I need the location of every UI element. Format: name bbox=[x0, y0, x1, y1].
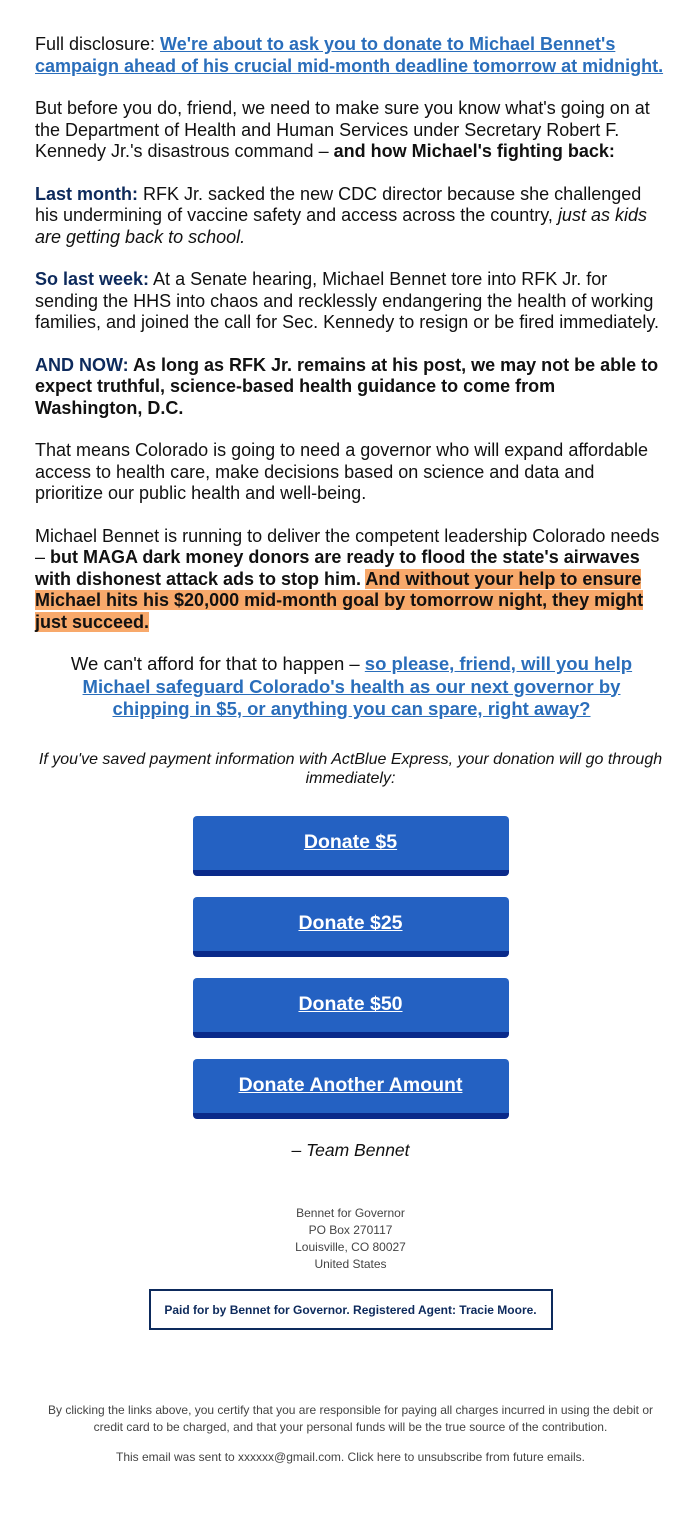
donate-50-button[interactable]: Donate $50 bbox=[193, 978, 509, 1038]
colorado-paragraph bbox=[35, 440, 666, 505]
donate-buttons bbox=[35, 816, 666, 1140]
and-now-label: AND NOW: bbox=[35, 354, 129, 375]
and-now-paragraph bbox=[35, 355, 666, 420]
last-month-italic: just as kids are getting back to school. bbox=[35, 205, 647, 247]
cta-paragraph bbox=[55, 653, 648, 721]
cta-lead: We can't afford for that to happen – bbox=[70, 653, 365, 674]
intro-donate-link[interactable]: We're about to ask you to donate to Michael Bennet's campaign ahead of his crucial mid-month deadline tomorrow at midnight. bbox=[35, 34, 664, 76]
last-month-paragraph bbox=[35, 184, 666, 249]
donate-25-button[interactable]: Donate $25 bbox=[193, 897, 509, 957]
running-bold: but MAGA dark money donors are ready to flood the state's airwaves with dishonest attack ads to stop him. bbox=[35, 547, 640, 589]
mailing-address bbox=[35, 1205, 666, 1273]
and-now-bold: As long as RFK Jr. remains at his post, we may not be able to expect truthful, science-based health guidance to come from Washington, D.C. bbox=[35, 354, 659, 418]
hhs-text: But before you do, friend, we need to make sure you know what's going on at the Department of Health and Human Services under Secretary Robert F. Kennedy Jr.'s disastrous command – bbox=[35, 98, 650, 161]
goal-highlight: And without your help to ensure Michael hits his $20,000 mid-month goal by tomorrow night, they might just succeed. bbox=[35, 568, 644, 632]
running-text: Michael Bennet is running to deliver the competent leadership Colorado needs – bbox=[35, 525, 660, 567]
cta-donate-link[interactable]: so please, friend, will you help Michael safeguard Colorado's health as our next governor by chipping in $5, or anything you can spare, right away? bbox=[82, 653, 633, 719]
address-city: Louisville, CO 80027 bbox=[295, 1240, 406, 1254]
last-week-text: At a Senate hearing, Michael Bennet tore into RFK Jr. for sending the HHS into chaos and recklessly endangering the health of working families, and joined the call for Sec. Kennedy to resign or be fired immediately. bbox=[35, 269, 659, 332]
address-org: Bennet for Governor bbox=[296, 1206, 405, 1220]
address-country: United States bbox=[314, 1257, 387, 1271]
unsubscribe-notice[interactable]: This email was sent to xxxxxx@gmail.com. Click here to unsubscribe from future emails. bbox=[115, 1450, 585, 1464]
last-month-text: RFK Jr. sacked the new CDC director because she challenged his undermining of vaccine safety and access across the country, bbox=[35, 183, 642, 225]
intro-paragraph bbox=[35, 34, 666, 77]
colorado-text: That means Colorado is going to need a governor who will expand affordable access to health care, make decisions based on science and data and prioritize our public health and well-being. bbox=[35, 440, 649, 503]
address-pobox: PO Box 270117 bbox=[308, 1223, 393, 1237]
donate-other-amount-button[interactable]: Donate Another Amount bbox=[193, 1059, 509, 1119]
hhs-paragraph bbox=[35, 98, 666, 163]
last-week-paragraph bbox=[35, 269, 666, 334]
paid-for-disclaimer: Paid for by Bennet for Governor. Registered Agent: Tracie Moore. bbox=[149, 1289, 553, 1330]
hhs-bold-text: and how Michael's fighting back: bbox=[333, 141, 615, 161]
actblue-express-note: If you've saved payment information with ActBlue Express, your donation will go through immediately: bbox=[38, 750, 663, 787]
donate-5-button[interactable]: Donate $5 bbox=[193, 816, 509, 876]
intro-lead: Full disclosure: bbox=[35, 34, 161, 54]
last-week-label: So last week: bbox=[35, 269, 150, 289]
fine-print: By clicking the links above, you certify that you are responsible for paying all charges incurred in using the debit or credit card to be charged, and that your personal funds will be the true source of the contribution. bbox=[48, 1403, 653, 1434]
signature: – Team Bennet bbox=[291, 1139, 410, 1160]
running-paragraph bbox=[35, 526, 666, 634]
last-month-label: Last month: bbox=[35, 183, 138, 204]
